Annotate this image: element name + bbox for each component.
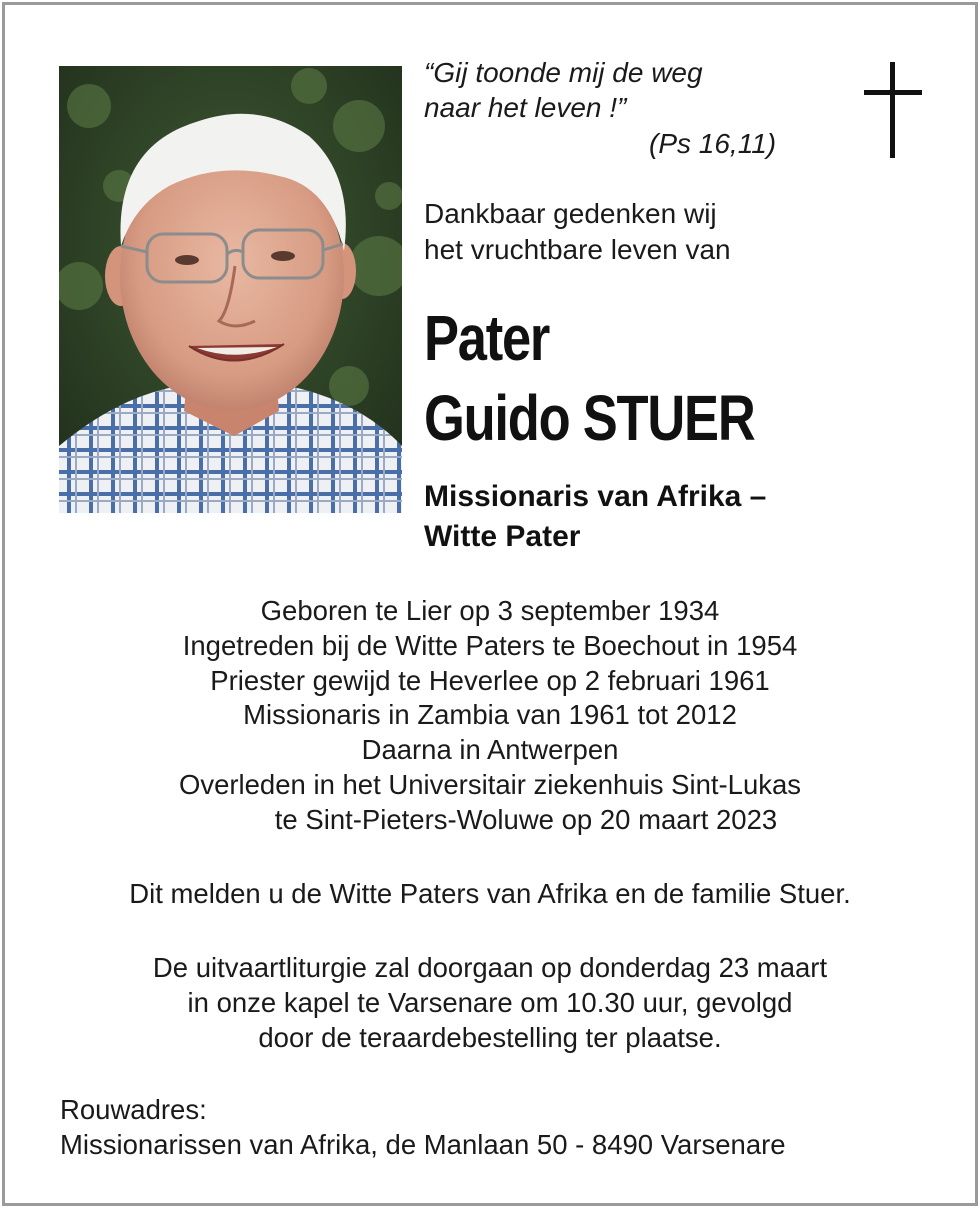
name-title: Pater <box>424 302 550 374</box>
address-label: Rouwadres: <box>60 1094 207 1125</box>
bio-line: Geboren te Lier op 3 september 1934 <box>260 595 720 626</box>
quote-line-2: naar het leven !” <box>424 92 627 123</box>
funeral-line: door de teraardebestelling ter plaatse. <box>258 1022 722 1053</box>
bio-line: Daarna in Antwerpen <box>361 734 619 766</box>
role-line-2: Witte Pater <box>424 520 581 553</box>
intro-line-1: Dankbaar gedenken wij <box>424 198 717 229</box>
funeral-details <box>60 950 920 1055</box>
portrait-photo <box>59 66 402 513</box>
cross-icon <box>864 62 922 158</box>
announcement-notice: Dit melden u de Witte Paters van Afrika en de familie Stuer. <box>129 878 851 909</box>
bio-line: te Sint-Pieters-Woluwe op 20 maart 2023 <box>274 803 778 835</box>
name-full: Guido STUER <box>424 382 755 454</box>
deceased-name <box>424 298 850 458</box>
bio-line: Priester gewijd te Heverlee op 2 februari 1961 <box>210 664 770 696</box>
bio-line: Missionaris in Zambia van 1961 tot 2012 <box>243 699 737 731</box>
address-value: Missionarissen van Afrika, de Manlaan 50 - 8490 Varsenare <box>60 1129 786 1160</box>
intro-line-2: het vruchtbare leven van <box>424 234 731 265</box>
funeral-line: in onze kapel te Varsenare om 10.30 uur, gevolgd <box>187 987 793 1018</box>
role-line-1: Missionaris van Afrika – <box>424 480 767 513</box>
deceased-role <box>424 477 904 557</box>
mourning-address <box>60 1092 940 1162</box>
biography <box>60 594 920 838</box>
bio-line: Ingetreden bij de Witte Paters te Boechout in 1954 <box>182 629 798 661</box>
bio-line: Overleden in het Universitair ziekenhuis Sint-Lukas <box>178 768 802 800</box>
quote-reference: (Ps 16,11) <box>649 128 777 159</box>
funeral-line: De uitvaartliturgie zal doorgaan op donderdag 23 maart <box>152 952 828 983</box>
scripture-quote <box>424 55 804 161</box>
quote-line-1: “Gij toonde mij de weg <box>424 57 703 88</box>
intro-text <box>424 196 864 268</box>
